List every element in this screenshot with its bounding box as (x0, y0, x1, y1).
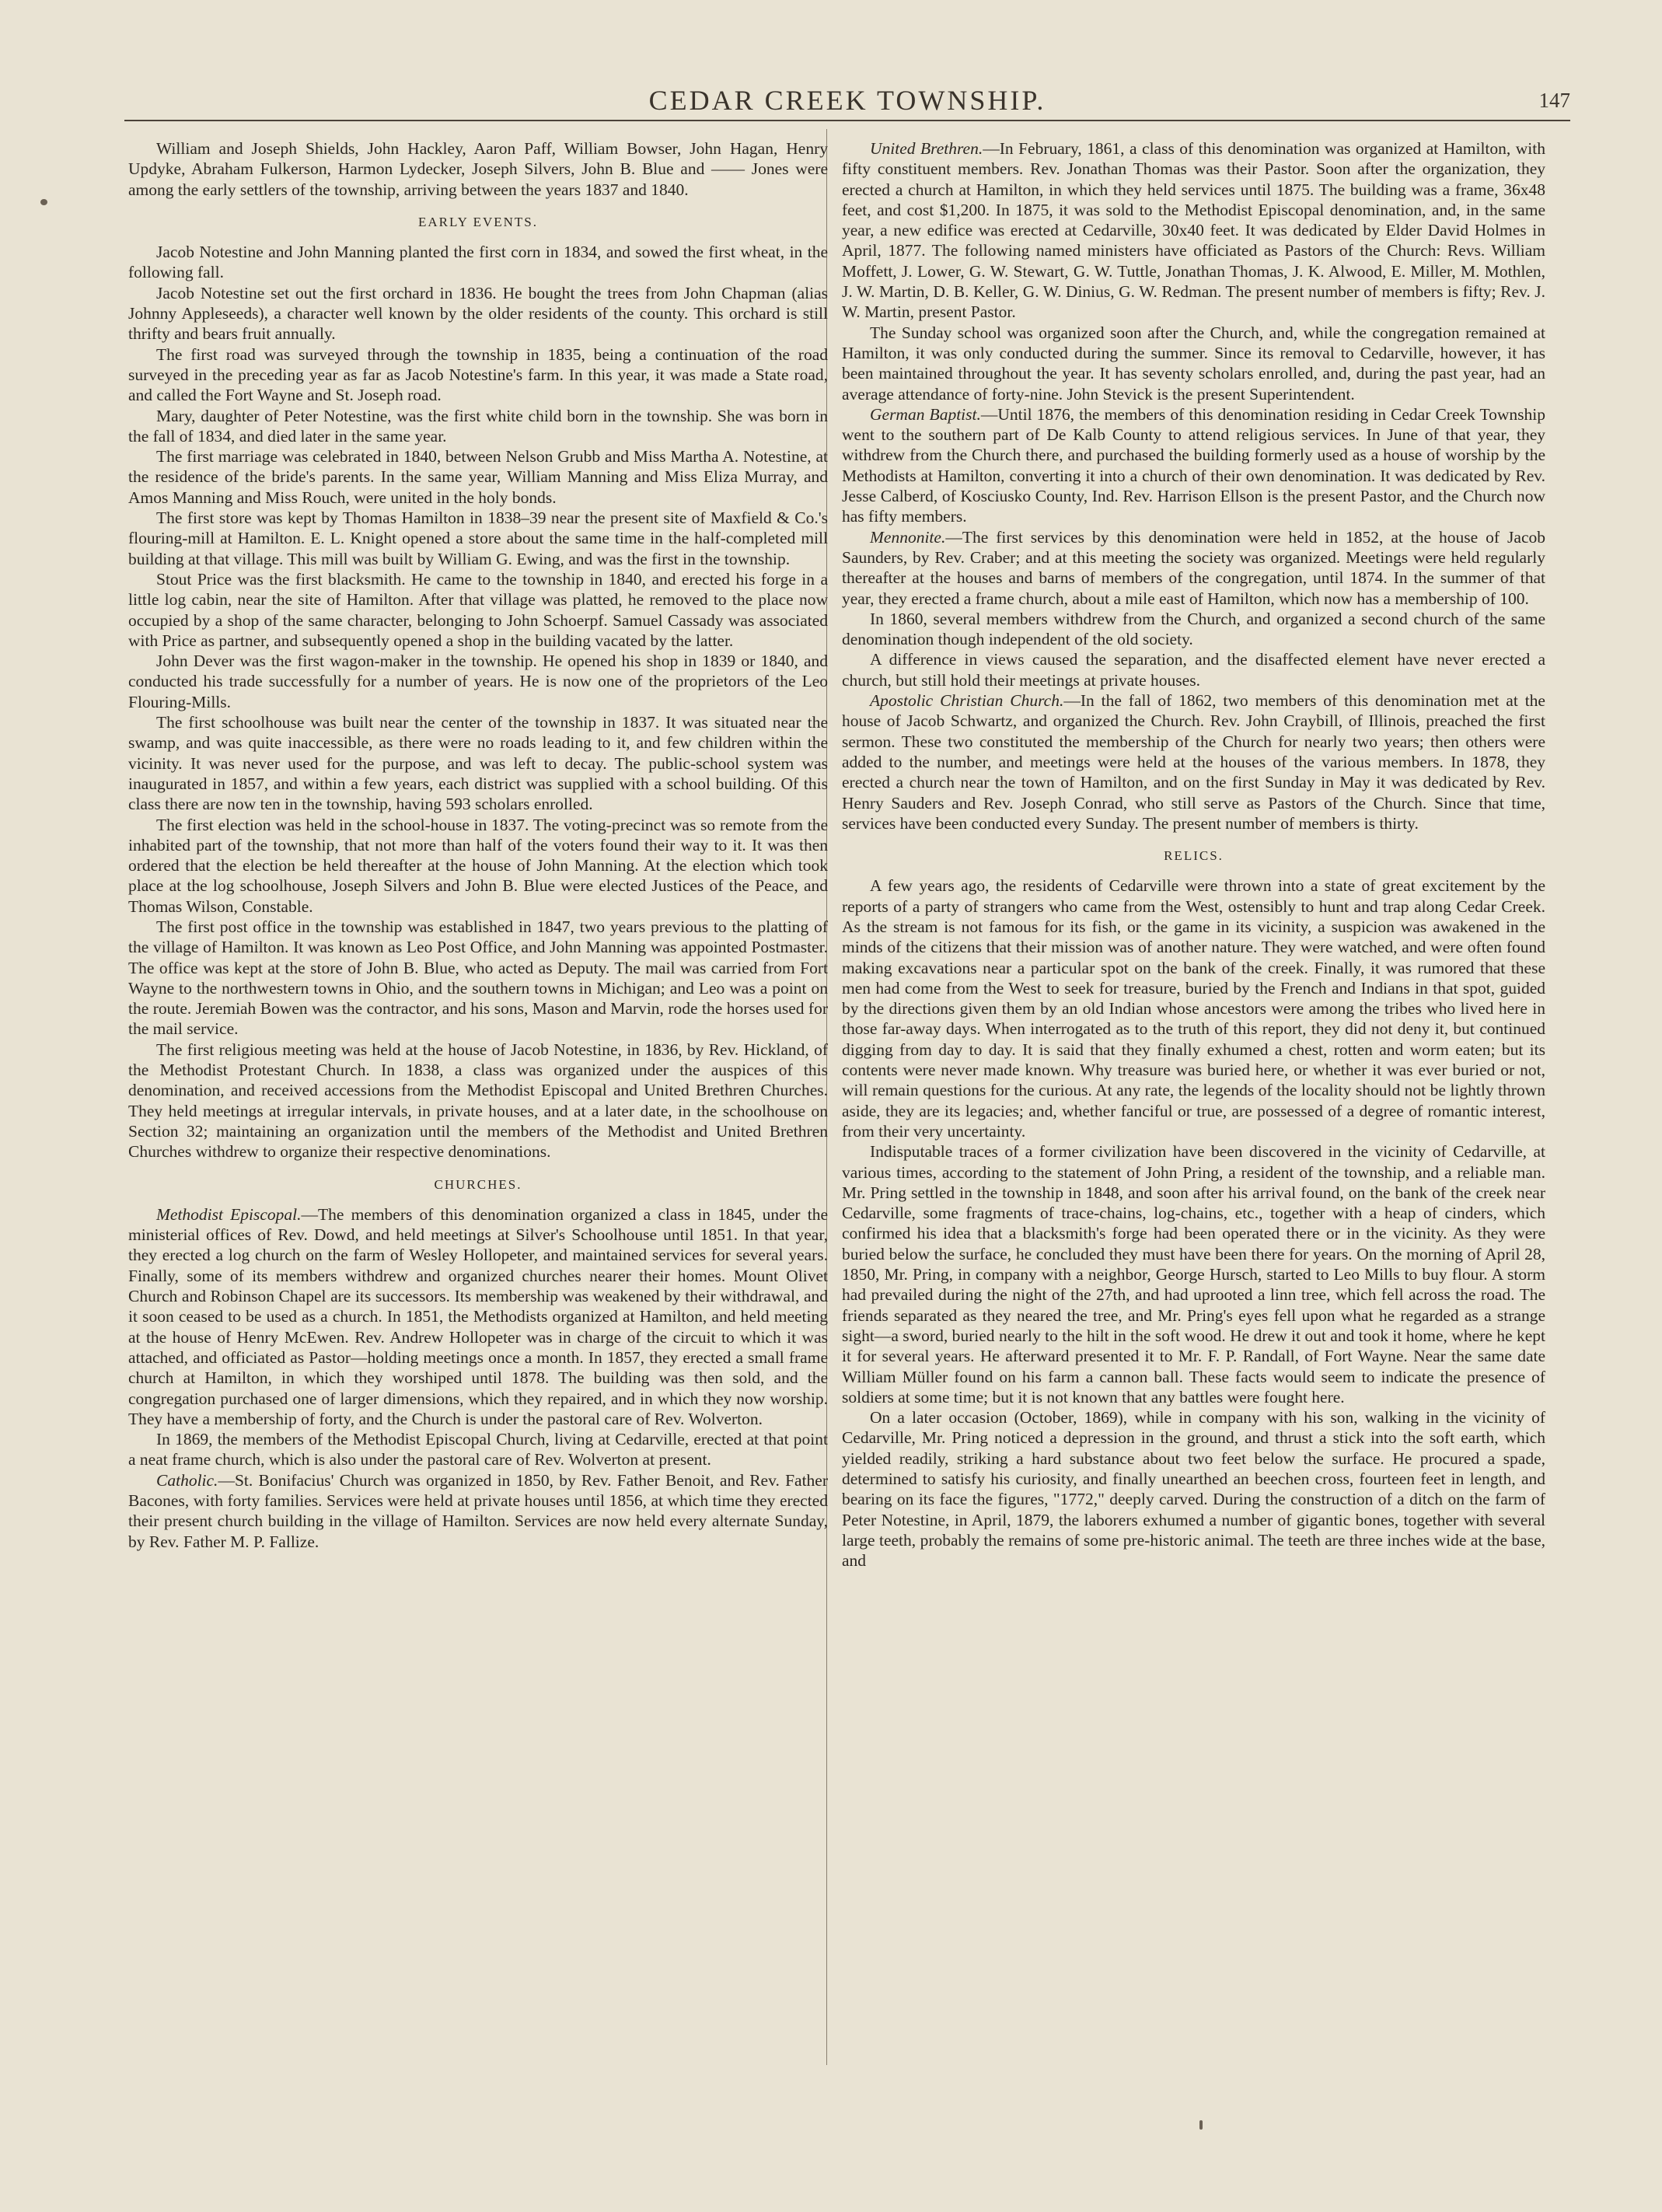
churches-heading: CHURCHES. (434, 1176, 522, 1192)
early-paragraph: Jacob Notestine and John Manning planted the first corn in 1834, and sowed the first wheat, in the following fall. (128, 243, 828, 282)
united-brethren-text: —In February, 1861, a class of this denomination was organized at Hamilton, with fifty constituent members. Rev. Jonathan Thomas was their Pastor. Soon after the organization, they erected a church at Hamilton, in which they held services until 1875. The building was a frame, 36x48 feet, and cost $1,200. In 1875, it was sold to the Methodist Episcopal denomination, and, in the same year, a new edifice was erected at Cedarville, 30x40 feet. It was dedicated by Elder David Holmes in April, 1877. The following named ministers have officiated as Pastors of the Church: Revs. William Moffett, J. Lower, G. W. Stewart, G. W. Tuttle, Jonathan Thomas, J. K. Alwood, E. Miller, M. Mothlen, J. W. Martin, D. B. Keller, G. W. Dinius, G. W. Redman. The present number of members is fifty; Rev. J. W. Martin, present Pastor. (842, 139, 1545, 322)
catholic-lead: Catholic. (156, 1470, 218, 1490)
mennonite-text: —The first services by this denomination were held in 1852, at the house of Jacob Saunders, by Rev. Craber; and at this meeting the society was organized. Meetings were held regularly thereafter at the houses and barns of members of the congregation, until 1874. In the summer of that year, they erected a frame church, about a mile east of Hamilton, which now has a membership of 100. (842, 527, 1545, 608)
german-baptist-paragraph (842, 404, 1545, 527)
early-paragraph: The first religious meeting was held at the house of Jacob Notestine, in 1836, by Rev. Hickland, of the Methodist Protestant Church. In 1838, a class was organized under the auspices of this denomination, and received accessions from the Methodist Episcopal and United Brethren Churches. They held meetings at irregular intervals, in private houses, and at a later date, in the schoolhouse on Section 32; maintaining an organization until the members of the Methodist and United Brethren Churches withdrew to organize their respective denominations. (128, 1040, 828, 1162)
early-paragraph: The first road was surveyed through the township in 1835, being a continuation of the road surveyed in the preceding year as far as Jacob Notestine's farm. In this year, it was made a State road, and called the Fort Wayne and St. Joseph road. (128, 344, 828, 405)
intro-paragraph: William and Joseph Shields, John Hackley, Aaron Paff, William Bowser, John Hagan, Henry Updyke, Abraham Fulkerson, Harmon Lydecker, Joseph Silvers, John B. Blue and —— Jones were among the early settlers of the township, arriving between the years 1837 and 1840. (128, 139, 828, 199)
mennonite-difference-paragraph: A difference in views caused the separation, and the disaffected element have never erected a church, but still hold their meetings at private houses. (842, 650, 1545, 690)
right-column (842, 138, 1545, 1571)
early-paragraph: Jacob Notestine set out the first orchard in 1836. He bought the trees from John Chapman (alias Johnny Appleseeds), a character well known by the older residents of the county. This orchard is still thrifty and bears fruit annually. (128, 283, 828, 344)
relics-paragraph: On a later occasion (October, 1869), while in company with his son, walking in the vicinity of Cedarville, Mr. Pring noticed a depression in the ground, and thrust a stick into the soft earth, which yielded readily, striking a hard substance about two feet below the surface. He procured a spade, determined to satisfy his curiosity, and finally unearthed an beechen cross, fourteen feet in length, and bearing on its face the figures, "1772," deeply carved. During the construction of a ditch on the farm of Peter Notestine, in April, 1879, the laborers exhumed a number of gigantic bones, together with several large teeth, probably the remains of some pre-historic animal. The teeth are three inches wide at the base, and (842, 1408, 1545, 1571)
early-paragraph: John Dever was the first wagon-maker in the township. He opened his shop in 1839 or 1840, and conducted his trade successfully for a number of years. He is now one of the proprietors of the Leo Flouring-Mills. (128, 652, 828, 711)
early-paragraph: Stout Price was the first blacksmith. He came to the township in 1840, and erected his forge in a little log cabin, near the site of Hamilton. After that village was platted, he removed to the place now occupied by a shop of the same character, belonging to John Schoerpf. Samuel Cassady was associated with Price as partner, and subsequently opened a shop in the building vacated by the latter. (128, 569, 828, 650)
relics-paragraph: Indisputable traces of a former civilization have been discovered in the vicinity of Cedarville, at various times, according to the statement of John Pring, a resident of the township, and a reliable man. Mr. Pring settled in the township in 1848, and soon after his arrival found, on the bank of the creek near Cedarville, some fragments of trace-chains, log-chains, etc., together with a heap of cinders, which confirmed his idea that a blacksmith's forge had been operated there or in the vicinity. As they were buried below the surface, he concluded they must have been there for years. On the morning of April 28, 1850, Mr. Pring, in company with a neighbor, George Hursch, started to Leo Mills to buy flour. A storm had prevailed during the night of the 27th, and had uprooted a linn tree, which fell across the road. The friends separated as they neared the tree, and Mr. Pring's eyes fell upon what he regarded as a strange sight—a sword, buried nearly to the hilt in the soft wood. He drew it out and took it home, where he kept it for several years. He afterward presented it to Mr. F. P. Randall, of Fort Wayne. Near the same date William Müller found on his farm a cannon ball. These facts would seem to indicate the presence of soldiers at some time; but it is not known that any battles were fought here. (842, 1142, 1545, 1407)
apostolic-lead: Apostolic Christian Church. (870, 691, 1064, 711)
cedarville-methodist-paragraph: In 1869, the members of the Methodist Episcopal Church, living at Cedarville, erected at that point a neat frame church, which is also under the pastoral care of Rev. Wolverton at present. (128, 1430, 828, 1469)
apostolic-text: —In the fall of 1862, two members of this denomination met at the house of Jacob Schwartz, and organized the Church. Rev. John Craybill, of Illinois, preached the first sermon. These two constituted the membership of the Church for nearly two years; then others were added to the number, and meetings were held at the houses of the various members. In 1878, they erected a church near the town of Hamilton, and on the first Sunday in May it was dedicated by Rev. Henry Sauders and Rev. Joseph Conrad, who still serve as Pastors of the Church. Since that time, services have been conducted every Sunday. The present number of members is thirty. (842, 691, 1545, 833)
left-column (128, 138, 828, 1552)
early-paragraph: The first schoolhouse was built near the center of the township in 1837. It was situated near the swamp, and was quite inaccessible, as there were no roads leading to it, and few children within the vicinity. It was never used for the purpose, and was left to decay. The public-school system was inaugurated in 1857, and within a few years, each district was supplied with a school building. Of this class there are now ten in the township, having 593 scholars enrolled. (128, 713, 828, 814)
methodist-text: —The members of this denomination organized a class in 1845, under the ministerial offices of Rev. Dowd, and held meetings at Silver's Schoolhouse until 1851. In that year, they erected a log church on the farm of Wesley Hollopeter, and maintained services for several years. Finally, some of its members withdrew and organized churches nearer their homes. Mount Olivet Church and Robinson Chapel are its successors. Its membership was weakened by their withdrawal, and it soon ceased to be used as a church. In 1851, the Methodists organized at Hamilton, and held meeting at the house of Henry McEwen. Rev. Andrew Hollopeter was in charge of the circuit to which it was attached, and officiated as Pastor—holding meetings once a month. In 1857, they erected a small frame church at Hamilton, in which they worshiped until 1878. The building was then sold, and the congregation purchased one of larger dimensions, which they repaired, and in which they now worship. They have a membership of forty, and the Church is under the pastoral care of Rev. Wolverton. (128, 1204, 828, 1428)
paper-blemish (40, 199, 47, 205)
early-paragraph: Mary, daughter of Peter Notestine, was the first white child born in the township. She was born in the fall of 1834, and died later in the same year. (128, 406, 828, 446)
paper-blemish (1199, 2120, 1203, 2130)
mennonite-paragraph (842, 527, 1545, 609)
early-paragraph: The first store was kept by Thomas Hamilton in 1838–39 near the present site of Maxfield & Co.'s flouring-mill at Hamilton. E. L. Knight opened a store about the same time in the half-completed mill building at that village. This mill was built by William G. Ewing, and was the first in the township. (128, 508, 828, 568)
sunday-school-paragraph: The Sunday school was organized soon after the Church, and, while the congregation remained at Hamilton, it was only conducted during the summer. Since its removal to Cedarville, however, it has been maintained throughout the year. It has seventy scholars enrolled, and, during the past year, had an average attendance of forty-nine. John Stevick is the present Superintendent. (842, 323, 1545, 404)
catholic-text: —St. Bonifacius' Church was organized in 1850, by Rev. Father Benoit, and Rev. Father Bacones, with forty families. Services were held at private houses until 1856, at which time they erected their present church building in the village of Hamilton. Services are now held every alternate Sunday, by Rev. Father M. P. Fallize. (128, 1470, 828, 1551)
united-brethren-paragraph (842, 138, 1545, 323)
catholic-paragraph (128, 1470, 828, 1552)
methodist-lead: Methodist Episcopal. (156, 1204, 302, 1224)
apostolic-paragraph (842, 690, 1545, 833)
relics-heading: RELICS. (1164, 848, 1224, 864)
united-brethren-lead: United Brethren. (870, 139, 983, 158)
running-title: CEDAR CREEK TOWNSHIP. (648, 85, 1046, 116)
german-baptist-text: —Until 1876, the members of this denomination residing in Cedar Creek Township went to the southern part of De Kalb County to attend religious services. In June of that year, they withdrew from the Church there, and purchased the building formerly used as a house of worship by the Methodists at Hamilton, converting it into a church of their own denomination. It was dedicated by Rev. Jesse Calberd, of Kosciusko County, Ind. Rev. Harrison Ellson is the present Pastor, and the Church now has fifty members. (842, 404, 1545, 526)
relics-paragraph: A few years ago, the residents of Cedarville were thrown into a state of great excitement by the reports of a party of strangers who came from the West, ostensibly to hunt and trap along Cedar Creek. As the stream is not famous for its fish, or the game in its vicinity, a suspicion was awakened in the minds of the citizens that their mission was of another nature. They were watched, and were often found making excavations near a particular spot on the bank of the creek. Finally, it was rumored that these men had come from the West to seek for treasure, buried by the French and Indians in that spot, guided by the directions given them by an old Indian whose ancestors were among the tribes who lived here in those far-away days. When interrogated as to the truth of this report, they did not deny it, but continued digging from day to day. It is said that they finally exhumed a chest, rotten and worm eaten; but its contents were never made known. Why treasure was buried here, or whether it was ever buried or not, will remain questions for the curious. At any rate, the legends of the locality should not be lightly thrown aside, they are its legacies; and, whether fanciful or true, are possessed of a degree of romantic interest, from their very uncertainty. (842, 876, 1545, 1141)
early-paragraph: The first election was held in the school-house in 1837. The voting-precinct was so remote from the inhabited part of the township, that not more than half of the voters found their way to it. It was then ordered that the election be held thereafter at the house of John Manning. At the election which took place at the log schoolhouse, Joseph Silvers and John B. Blue were elected Justices of the Peace, and Thomas Wilson, Constable. (128, 815, 828, 916)
mennonite-split-paragraph: In 1860, several members withdrew from the Church, and organized a second church of the same denomination though independent of the old society. (842, 609, 1545, 649)
early-events-heading: EARLY EVENTS. (418, 214, 538, 229)
german-baptist-lead: German Baptist. (870, 404, 981, 424)
page-number: 147 (1538, 89, 1570, 112)
methodist-paragraph (128, 1204, 828, 1429)
early-paragraph: The first marriage was celebrated in 1840, between Nelson Grubb and Miss Martha A. Notestine, at the residence of the bride's parents. In the same year, William Manning and Miss Eliza Murray, and Amos Manning and Miss Rouch, were united in the holy bonds. (128, 447, 828, 507)
early-paragraph: The first post office in the township was established in 1847, two years previous to the platting of the village of Hamilton. It was known as Leo Post Office, and John Manning was appointed Postmaster. The office was kept at the store of John B. Blue, who acted as Deputy. The mail was carried from Fort Wayne to the northwestern towns in Ohio, and the southern towns in Michigan; and Leo was a point on the route. Jeremiah Bowen was the contractor, and his sons, Mason and Marvin, rode the horses used for the mail service. (128, 917, 828, 1039)
mennonite-lead: Mennonite. (870, 527, 946, 547)
page-header (124, 84, 1570, 121)
